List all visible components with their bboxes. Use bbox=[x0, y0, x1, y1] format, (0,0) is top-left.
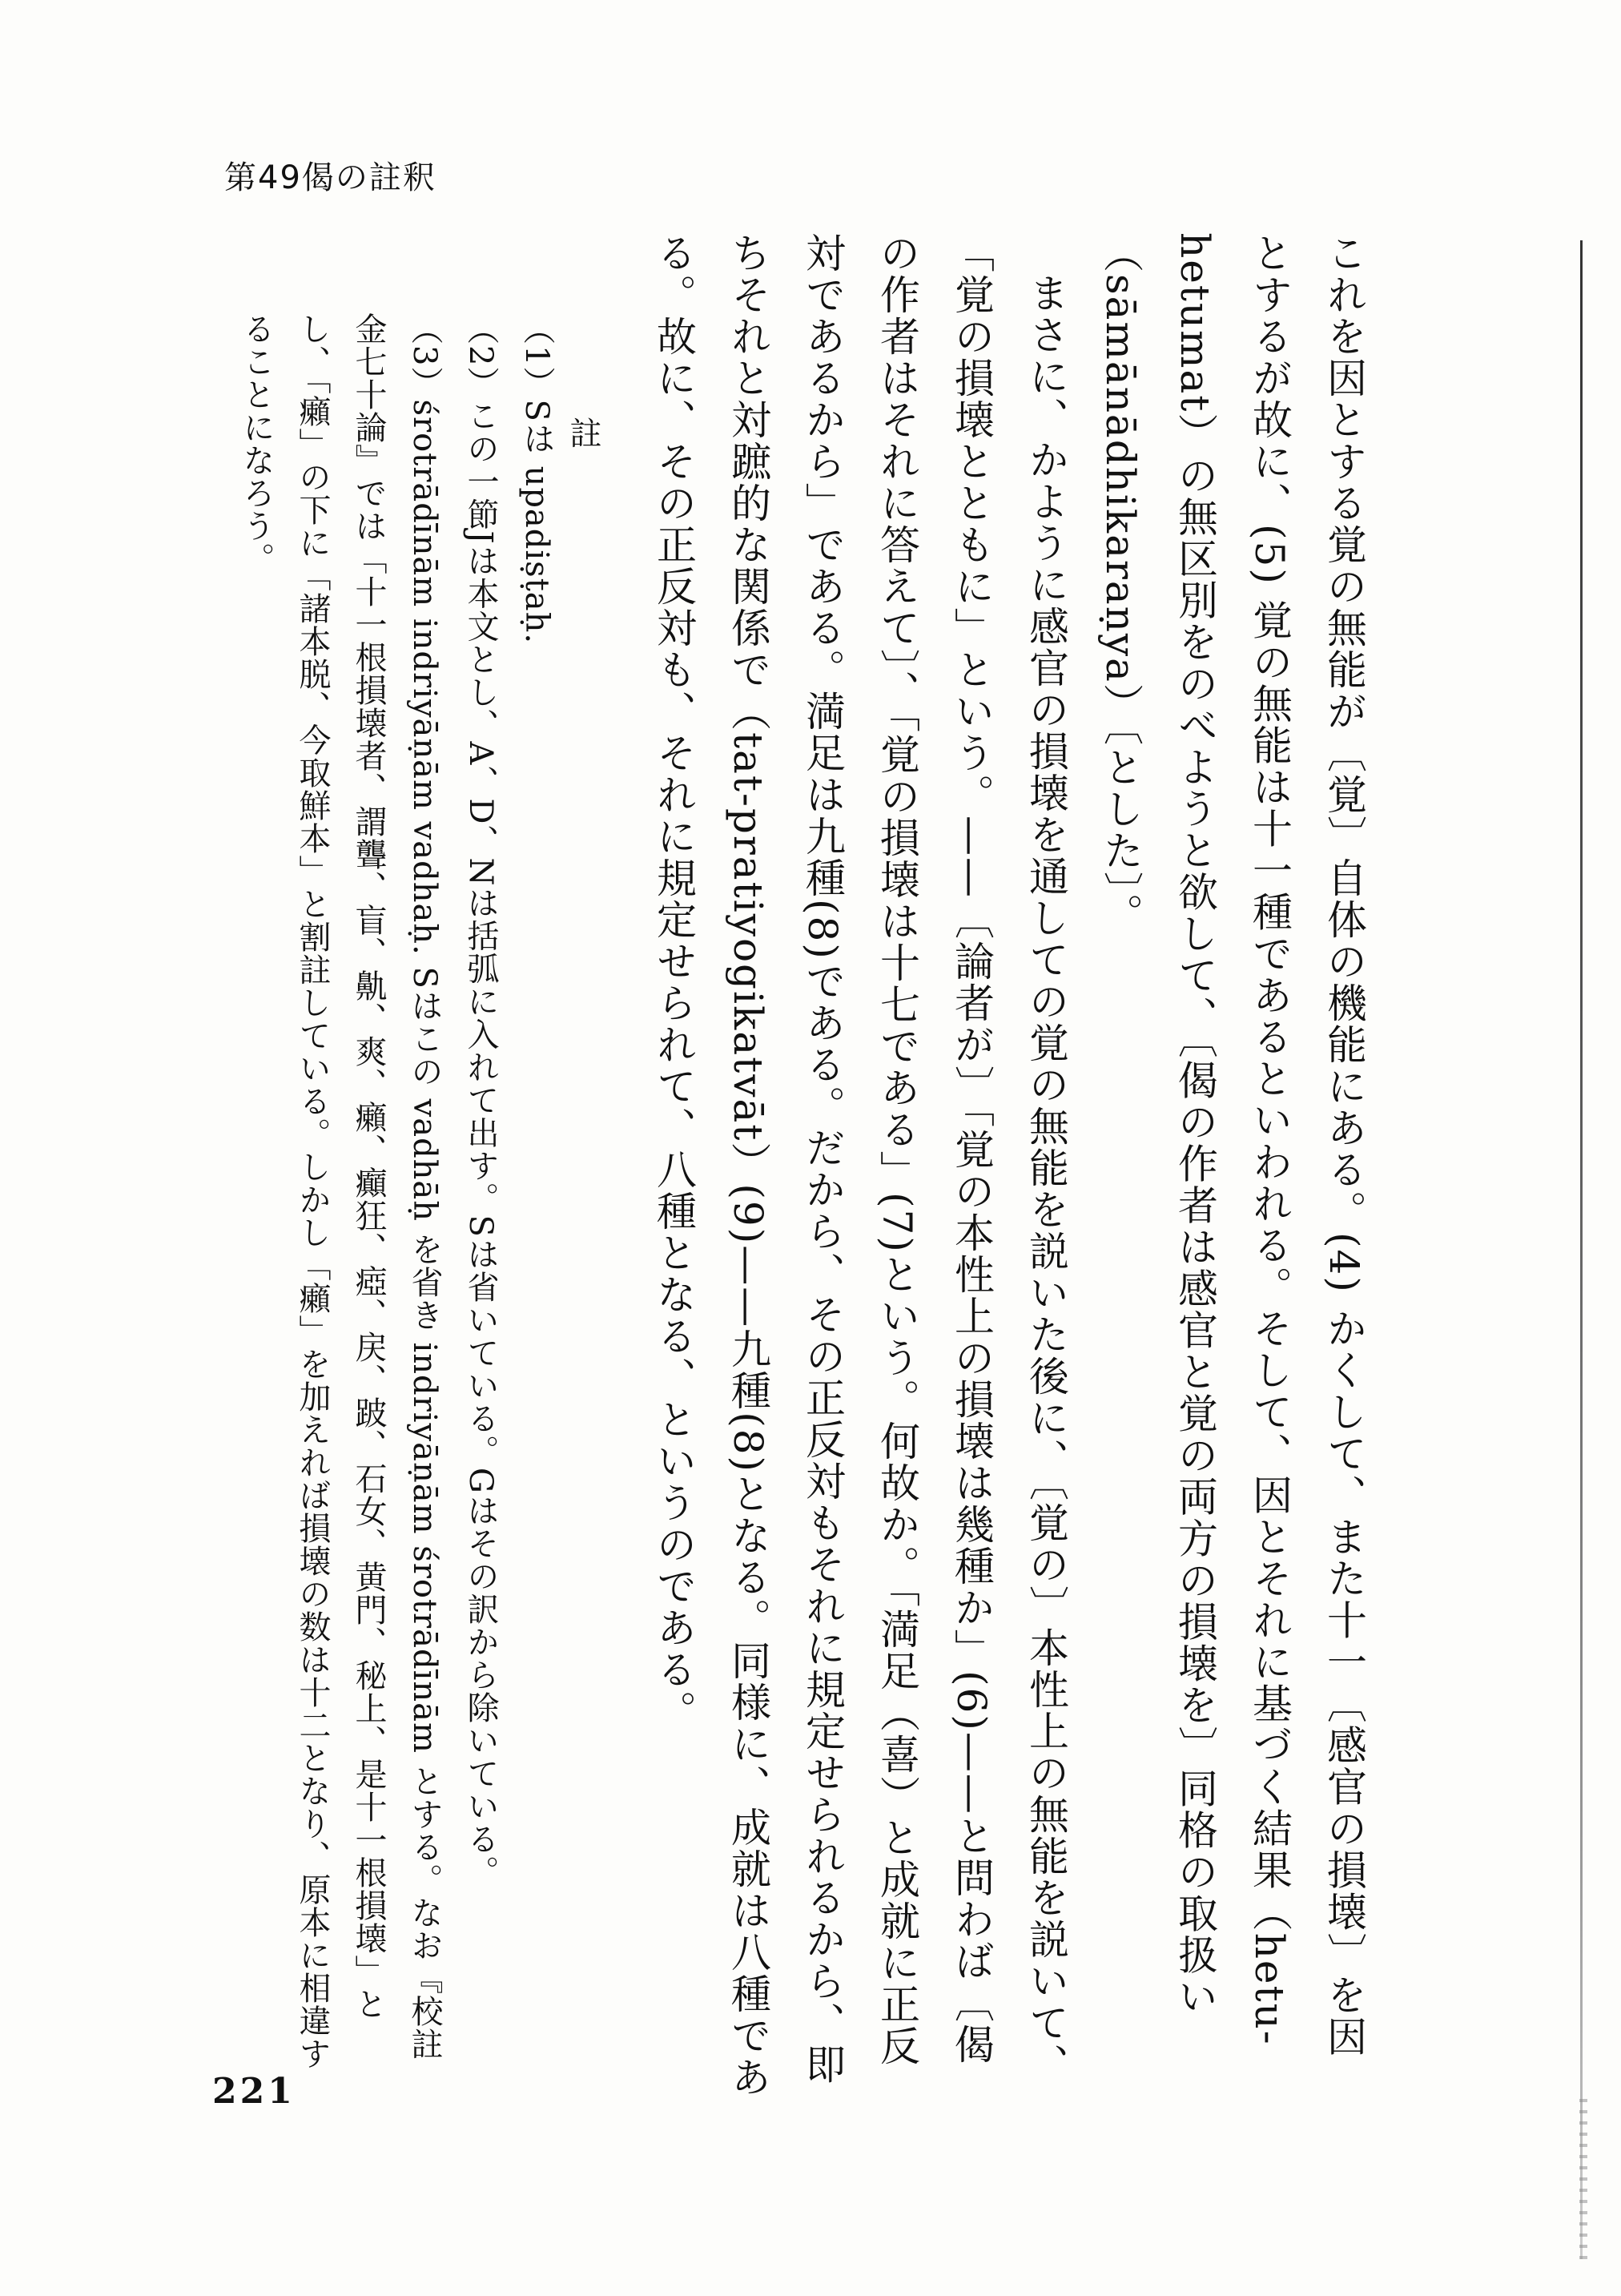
footnote-item: （1）Sは upadiṣṭaḥ. bbox=[518, 312, 555, 645]
running-head-title: 第49偈の註釈 bbox=[224, 159, 436, 196]
footnotes-section bbox=[228, 312, 565, 2075]
footnote-item: （3）śrotrādīnām indriyāṇām vadhaḥ. Sはこの vadhāḥ を省き indriyāṇām śrotrādīnām とする。なお『校註金七十論』では「十一根損壊者、謂聾、盲、鼽、爽、癩、癲狂、瘂、戻、跛、石女、黄門、秘上、是十一根損壊」とし、「癩」の下に「諸本脱、今取鮮本」と割註している。しかし「癩」を加えれば損壊の数は十二となり、原本に相違することになろう。 bbox=[238, 312, 443, 2070]
body-paragraph: まさに、かように感官の損壊を通しての覚の無能を説いた後に、〔覚の〕本性上の無能を説いて、「覚の損壊とともに」という。——〔論者が〕「覚の本性上の損壊は幾種か」(6)——と問わば〔偈の作者はそれに答えて〕、「覚の損壊は十七である」(7)という。何故か。「満足（喜）と成就に正反対であるから」である。満足は九種(8)である。だから、その正反対もそれに規定せられるから、即ちそれと対蹠的な関係で（tat-pratiyogikatvāt）(9)——九種(8)となる。同様に、成就は八種である。故に、その正反対も、それに規定せられて、八種となる、というのである。 bbox=[650, 232, 1069, 2099]
page-number: 221 bbox=[212, 2071, 296, 2112]
page-edge-speckle bbox=[1579, 2099, 1587, 2259]
notes-heading: 註 bbox=[565, 417, 601, 449]
footnote-item: （2）この一節Jは本文とし、A、D、Nは括弧に入れて出す。Sは省いている。Gはその訳から除いている。 bbox=[462, 312, 499, 1888]
page-edge-line bbox=[1580, 240, 1583, 2259]
body-paragraph: これを因とする覚の無能が〔覚〕自体の機能にある。(4) かくして、また十一〔感官の損壊〕を因とするが故に、(5) 覚の無能は十一種であるといわれる。そして、因とそれに基づく結果（hetu-hetumat）の無区別をのべようと欲して、〔偈の作者は感官と覚の両方の損壊を〕同格の取扱い（sāmānādhikaraṇya）〔とした〕。 bbox=[1097, 232, 1367, 2058]
